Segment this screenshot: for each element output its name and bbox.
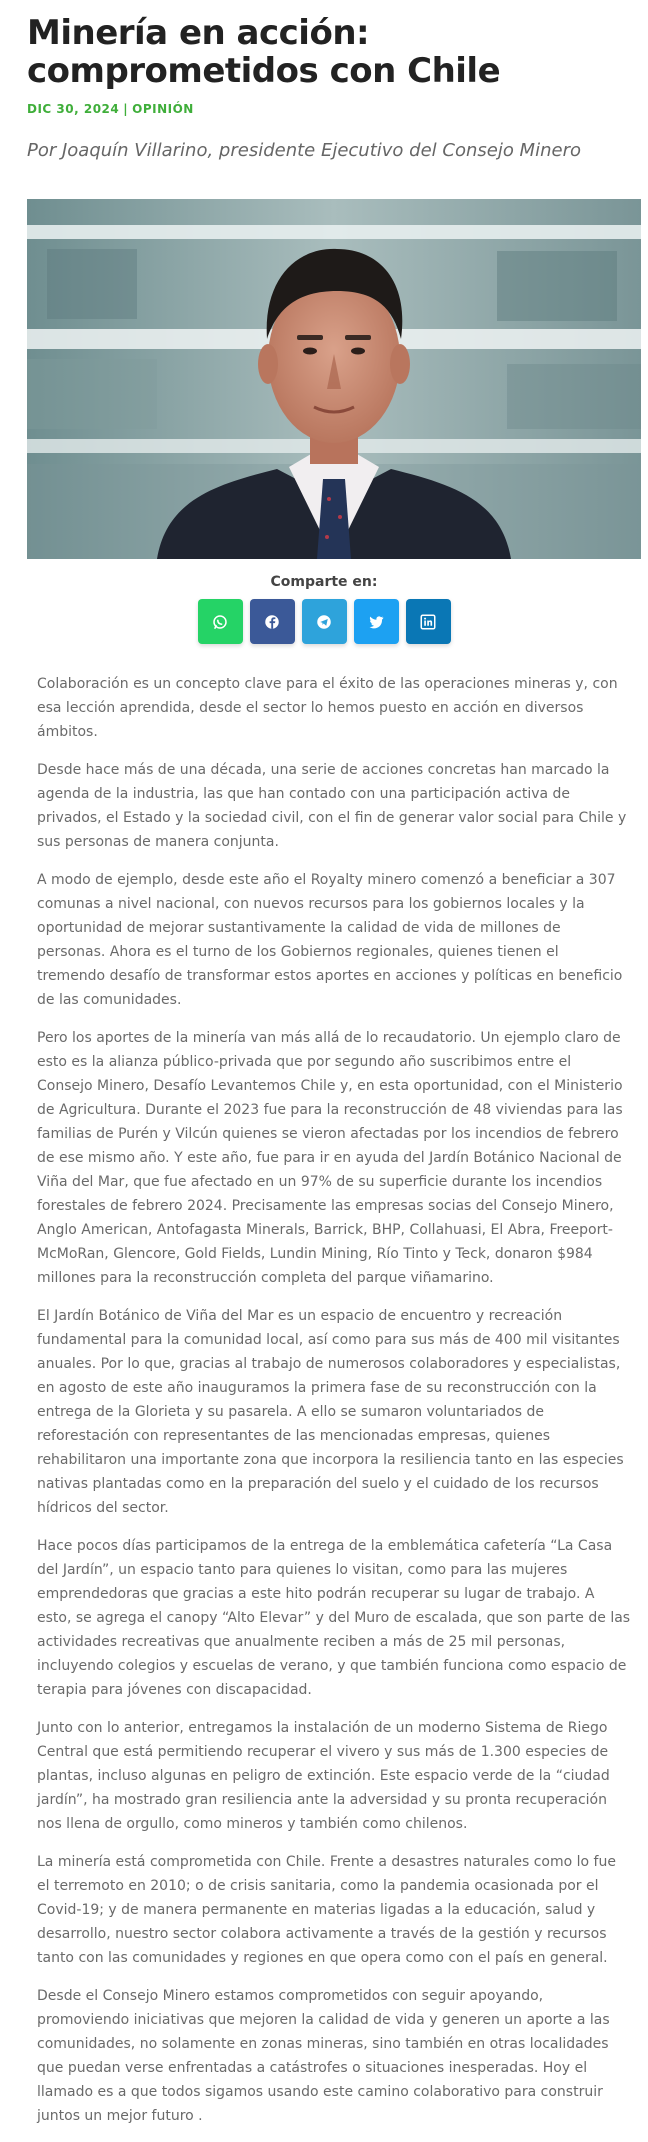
share-telegram-button[interactable]	[302, 599, 347, 644]
share-whatsapp-button[interactable]	[198, 599, 243, 644]
whatsapp-icon	[211, 613, 229, 631]
twitter-icon	[367, 613, 385, 631]
paragraph: Hace pocos días participamos de la entrega de la emblemática cafetería “La Casa del Jardín”, un espacio tanto para quienes lo visitan, como para las mujeres emprendedoras que gracias a este hito podrán recuperar su lugar de trabajo. A esto, se agrega el canopy “Alto Elevar” y del Muro de escalada, que son parte de las actividades recreativas que anualmente reciben a más de 25 mil personas, incluyendo colegios y escuelas de verano, y que también funciona como espacio de terapia para jóvenes con discapacidad.	[37, 1538, 631, 1698]
facebook-icon	[263, 613, 281, 631]
paragraph: La minería está comprometida con Chile. Frente a desastres naturales como lo fue el terremoto en 2010; o de crisis sanitaria, como la pandemia ocasionada por el Covid-19; y de manera permanente en materias ligadas a la educación, salud y desarrollo, nuestro sector colabora activamente a través de la gestión y recursos tanto con las comunidades y regiones en que opera como con el país en general.	[37, 1854, 616, 1966]
author-photo	[27, 199, 641, 559]
paragraph: Colaboración es un concepto clave para el éxito de las operaciones mineras y, con esa lección aprendida, desde el sector lo hemos puesto en acción en diversos ámbitos.	[37, 676, 618, 740]
article-meta	[27, 102, 194, 116]
paragraph: Desde hace más de una década, una serie de acciones concretas han marcado la agenda de la industria, las que han contado con una participación activa de privados, el Estado y la sociedad civil, con el fin de generar valor social para Chile y sus personas de manera conjunta.	[37, 762, 627, 850]
share-buttons	[0, 599, 648, 644]
share-facebook-button[interactable]	[250, 599, 295, 644]
paragraph: Desde el Consejo Minero estamos comprometidos con seguir apoyando, promoviendo iniciativas que mejoren la calidad de vida y generen un aporte a las comunidades, no solamente en zonas mineras, sino también en otras localidades que puedan verse enfrentadas a catástrofes o situaciones inesperadas. Hoy el llamado es a que todos sigamos usando este camino colaborativo para construir juntos un mejor futuro .	[37, 1988, 610, 2124]
paragraph: El Jardín Botánico de Viña del Mar es un espacio de encuentro y recreación fundamental para la comunidad local, así como para sus más de 400 mil visitantes anuales. Por lo que, gracias al trabajo de numerosos colaboradores y especialistas, en agosto de este año inauguramos la primera fase de su reconstrucción con la entrega de la Glorieta y su pasarela. A ello se sumaron voluntariados de reforestación con representantes de las mencionadas empresas, quienes rehabilitaron una importante zona que incorpora la resiliencia tanto en las especies nativas plantadas como en la preparación del suelo y el cuidado de los recursos hídricos del sector.	[37, 1308, 624, 1516]
article-byline: Por Joaquín Villarino, presidente Ejecutivo del Consejo Minero	[27, 140, 581, 161]
share-section	[0, 574, 648, 644]
meta-separator: |	[123, 102, 129, 116]
paragraph: A modo de ejemplo, desde este año el Royalty minero comenzó a beneficiar a 307 comunas a nivel nacional, con nuevos recursos para los gobiernos locales y la oportunidad de mejorar sustantivamente la calidad de vida de millones de personas. Ahora es el turno de los Gobiernos regionales, quienes tienen el tremendo desafío de transformar estos aportes en acciones y políticas en beneficio de las comunidades.	[37, 872, 623, 1008]
article-body	[37, 672, 631, 2142]
share-label: Comparte en:	[270, 574, 378, 590]
paragraph: Pero los aportes de la minería van más allá de lo recaudatorio. Un ejemplo claro de esto es la alianza público-privada que por segundo año suscribimos entre el Consejo Minero, Desafío Levantemos Chile y, en esta oportunidad, con el Ministerio de Agricultura. Durante el 2023 fue para la reconstrucción de 48 viviendas para las familias de Purén y Vilcún quienes se vieron afectadas por los incendios de febrero de ese mismo año. Y este año, fue para ir en ayuda del Jardín Botánico Nacional de Viña del Mar, que fue afectado en un 97% de su superficie durante los incendios forestales de febrero 2024. Precisamente las empresas socias del Consejo Minero, Anglo American, Antofagasta Minerals, Barrick, BHP, Collahuasi, El Abra, Freeport-McMoRan, Glencore, Gold Fields, Lundin Mining, Río Tinto y Teck, donaron $984 millones para la reconstrucción completa del parque viñamarino.	[37, 1030, 623, 1286]
article-title: Minería en acción: comprometidos con Chile	[27, 13, 501, 91]
article-date: DIC 30, 2024	[27, 102, 120, 116]
linkedin-icon	[419, 613, 437, 631]
share-twitter-button[interactable]	[354, 599, 399, 644]
paragraph: Junto con lo anterior, entregamos la instalación de un moderno Sistema de Riego Central que está permitiendo recuperar el vivero y sus más de 1.300 especies de plantas, incluso algunas en peligro de extinción. Este espacio verde de la “ciudad jardín”, ha mostrado gran resiliencia ante la adversidad y su pronta recuperación nos llena de orgullo, como mineros y también como chilenos.	[37, 1720, 610, 1832]
share-linkedin-button[interactable]	[406, 599, 451, 644]
article-category-link[interactable]: OPINIÓN	[132, 102, 194, 116]
telegram-icon	[315, 613, 333, 631]
